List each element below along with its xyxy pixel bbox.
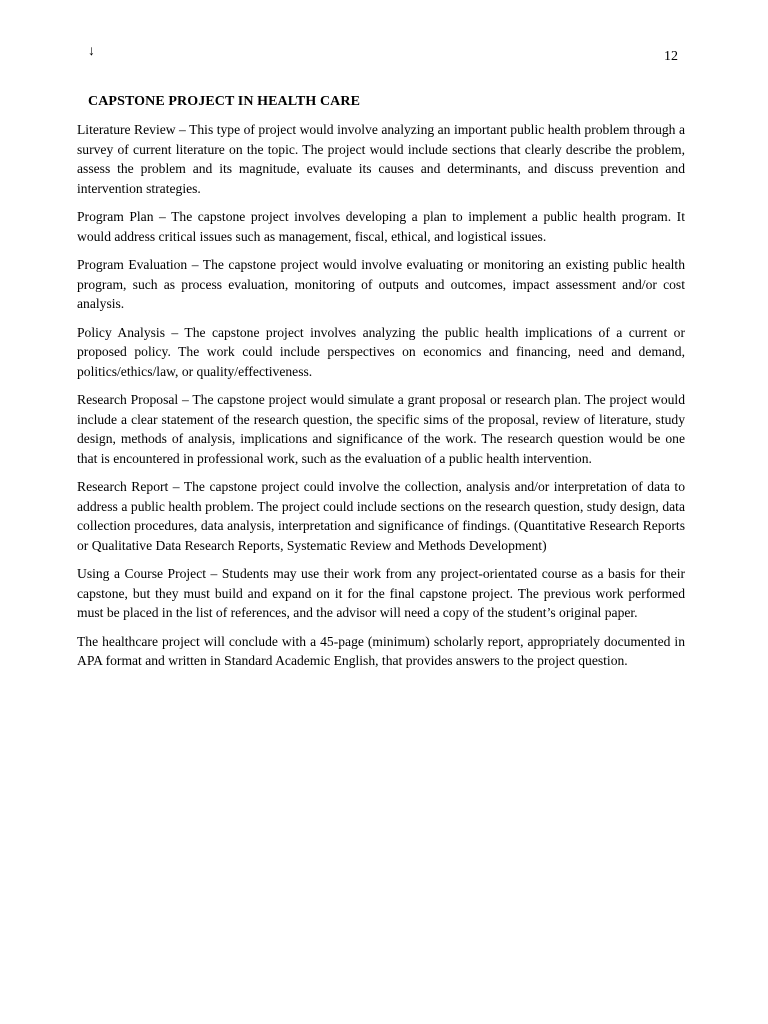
paragraph-policy-analysis: Policy Analysis – The capstone project involves analyzing the public health implications of a current or proposed policy. The work could include perspectives on economics and financing, need and demand, politics/ethics/law, or quality/effectiveness. — [77, 324, 685, 379]
document-body — [77, 92, 685, 680]
paragraph-course-project: Using a Course Project – Students may use their work from any project-orientated course as a basis for their capstone, but they must build and expand on it for the final capstone project. The previous work performed must be placed in the list of references, and the advisor will need a copy of the student’s original paper. — [77, 566, 685, 620]
document-title: CAPSTONE PROJECT IN HEALTH CARE — [88, 94, 361, 109]
down-arrow-icon: ↓ — [88, 44, 95, 59]
paragraph-program-evaluation: Program Evaluation – The capstone project would involve evaluating or monitoring an existing public health program, such as process evaluation, monitoring of outputs and outcomes, impact assessment and/or cost analysis. — [77, 257, 685, 311]
paragraph-program-plan: Program Plan – The capstone project involves developing a plan to implement a public health program. It would address critical issues such as management, fiscal, ethical, and logistical issues. — [77, 209, 685, 244]
paragraph-research-report: Research Report – The capstone project could involve the collection, analysis and/or interpretation of data to address a public health problem. The project could include sections on the research question, study design, data collection procedures, data analysis, interpretation and significance of findings. (Quantitative Research Reports or Qualitative Data Research Reports, Systematic Review and Methods Development) — [77, 479, 685, 553]
page-number: 12 — [664, 49, 678, 64]
paragraph-research-proposal: Research Proposal – The capstone project would simulate a grant proposal or research plan. The project would include a clear statement of the research question, the specific sims of the proposal, review of literature, study design, methods of analysis, implications and significance of the work. The research question would be one that is encountered in professional work, such as the evaluation of a public health intervention. — [77, 392, 685, 466]
paragraph-conclusion: The healthcare project will conclude with a 45-page (minimum) scholarly report, appropriately documented in APA format and written in Standard Academic English, that provides answers to the project question. — [77, 633, 685, 668]
paragraph-literature-review: Literature Review – This type of project would involve analyzing an important public health problem through a survey of current literature on the topic. The project would include sections that clearly describe the problem, assess the problem and its magnitude, evaluate its causes and determinants, and discuss prevention and intervention strategies. — [77, 122, 685, 196]
